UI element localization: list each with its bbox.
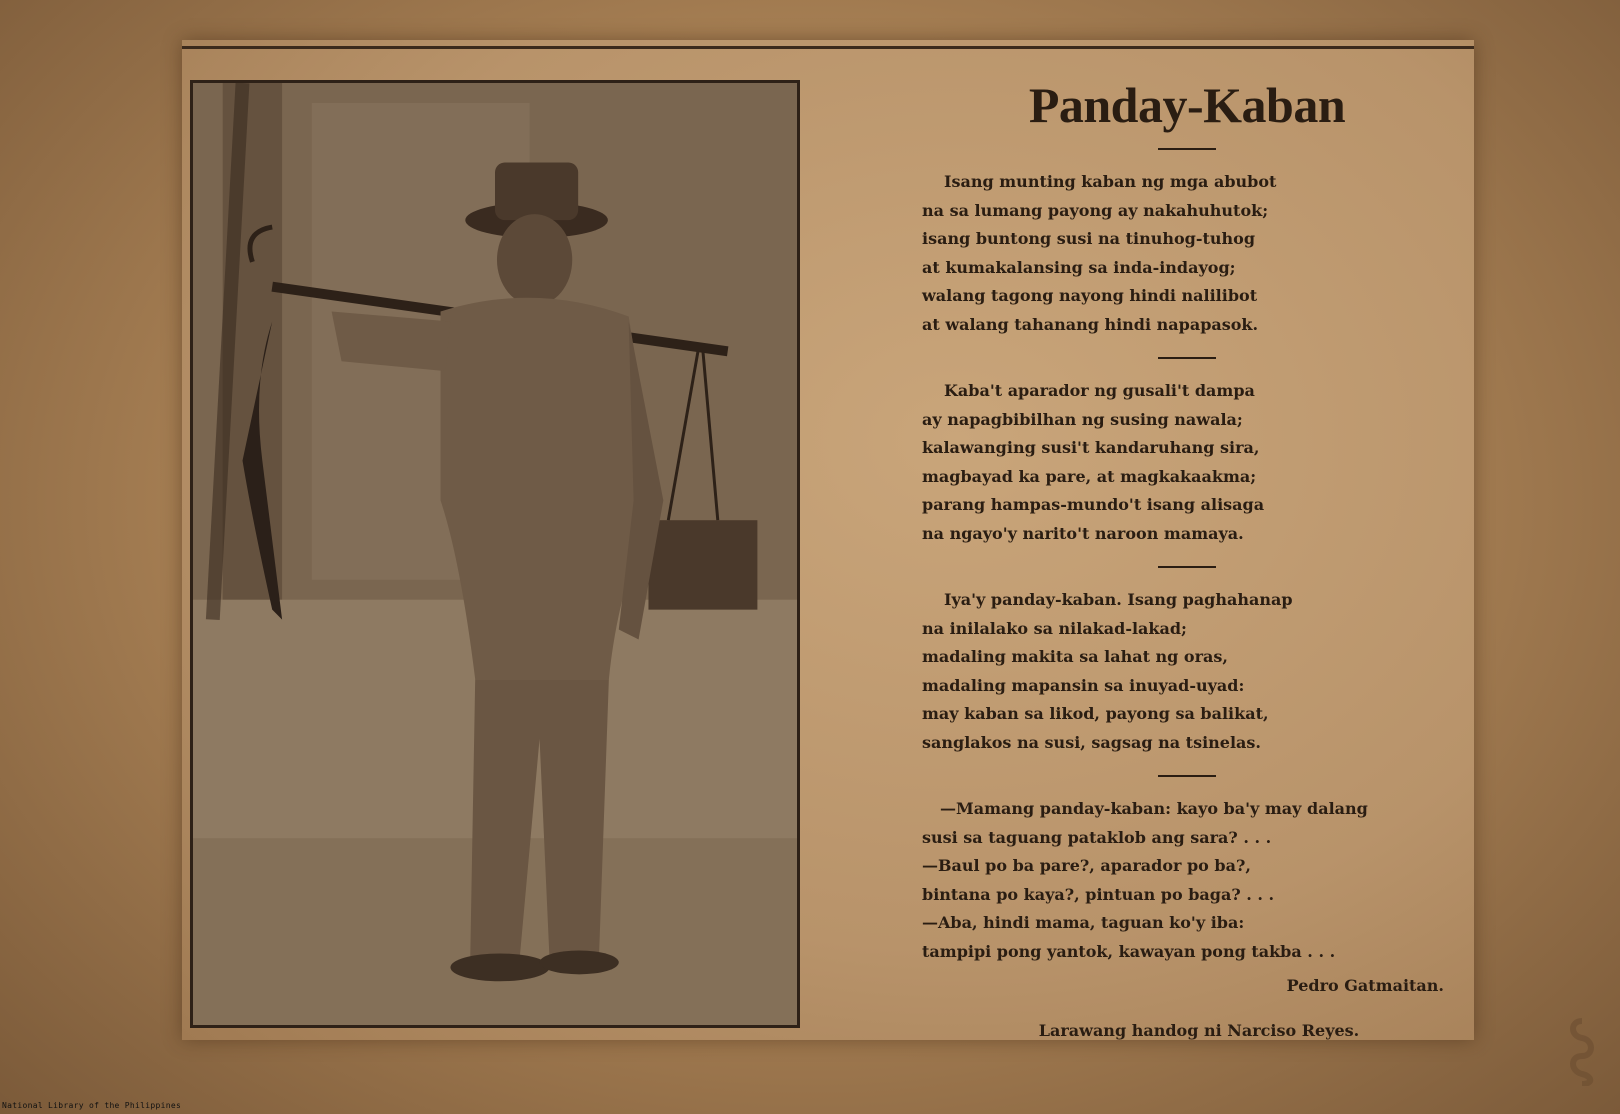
poem-line: isang buntong susi na tinuhog-tuhog [922,229,1255,248]
stanza-3 [922,586,1452,757]
poem-line: na inilalako sa nilakad-lakad; [922,618,1187,638]
stanza-4 [922,795,1452,966]
poem-line: madaling makita sa lahat ng oras, [922,647,1228,666]
poem-line: —Mamang panday-kaban: kayo ba'y may dalang [940,799,1368,818]
photo-credit: Larawang handog ni Narciso Reyes. [1038,1021,1360,1040]
corner-stamp-mark [1562,1016,1602,1086]
poem-line: susi sa taguang pataklob ang sara? . . . [922,827,1272,847]
poem-line: may kaban sa likod, payong sa balikat, [922,704,1269,723]
article-title: Panday-Kaban [1028,77,1346,133]
poem-line: sanglakos na susi, sagsag na tsinelas. [922,732,1261,752]
poem-column [922,77,1452,1040]
poem-line: na ngayo'y narito't naroon mamaya. [922,523,1244,543]
poem-line: —Baul po ba pare?, aparador po ba?, [922,856,1251,875]
poem-line: bintana po kaya?, pintuan po baga? . . . [922,884,1275,904]
poem-line: madaling mapansin sa inuyad-uyad: [922,675,1245,695]
poem-line: —Aba, hindi mama, taguan ko'y iba: [922,913,1245,932]
poem-line: Kaba't aparador ng gusali't dampa [944,381,1255,400]
poem-line: parang hampas-mundo't isang alisaga [922,495,1265,514]
poem-line: ay napagbibilhan ng susing nawala; [922,409,1243,429]
divider [1158,148,1216,150]
library-credit: National Library of the Philippines [2,1101,182,1110]
poem-line: kalawanging susi't kandaruhang sira, [922,438,1260,457]
stanza-1 [922,168,1452,339]
poem-line: at kumakalansing sa inda-indayog; [922,257,1236,277]
poem-line: Isang munting kaban ng mga abubot [944,172,1277,191]
stanza-2 [922,377,1452,548]
poem-line: walang tagong nayong hindi nalilibot [922,286,1258,305]
divider [1158,775,1216,777]
top-rule [182,46,1474,49]
poem-line: tampipi pong yantok, kawayan pong takba . . . [922,941,1336,961]
poem-line: na sa lumang payong ay nakahuhutok; [922,200,1269,220]
poem-line: at walang tahanang hindi napapasok. [922,314,1259,334]
author-signature: Pedro Gatmaitan. [1286,976,1444,995]
vendor-photograph [190,80,800,1028]
divider [1158,566,1216,568]
poem-line: magbayad ka pare, at magkakaakma; [922,466,1257,486]
divider [1158,357,1216,359]
vendor-photo-illustration [193,83,797,1025]
poem-line: Iya'y panday-kaban. Isang paghahanap [944,590,1293,609]
newspaper-clipping [182,40,1474,1040]
